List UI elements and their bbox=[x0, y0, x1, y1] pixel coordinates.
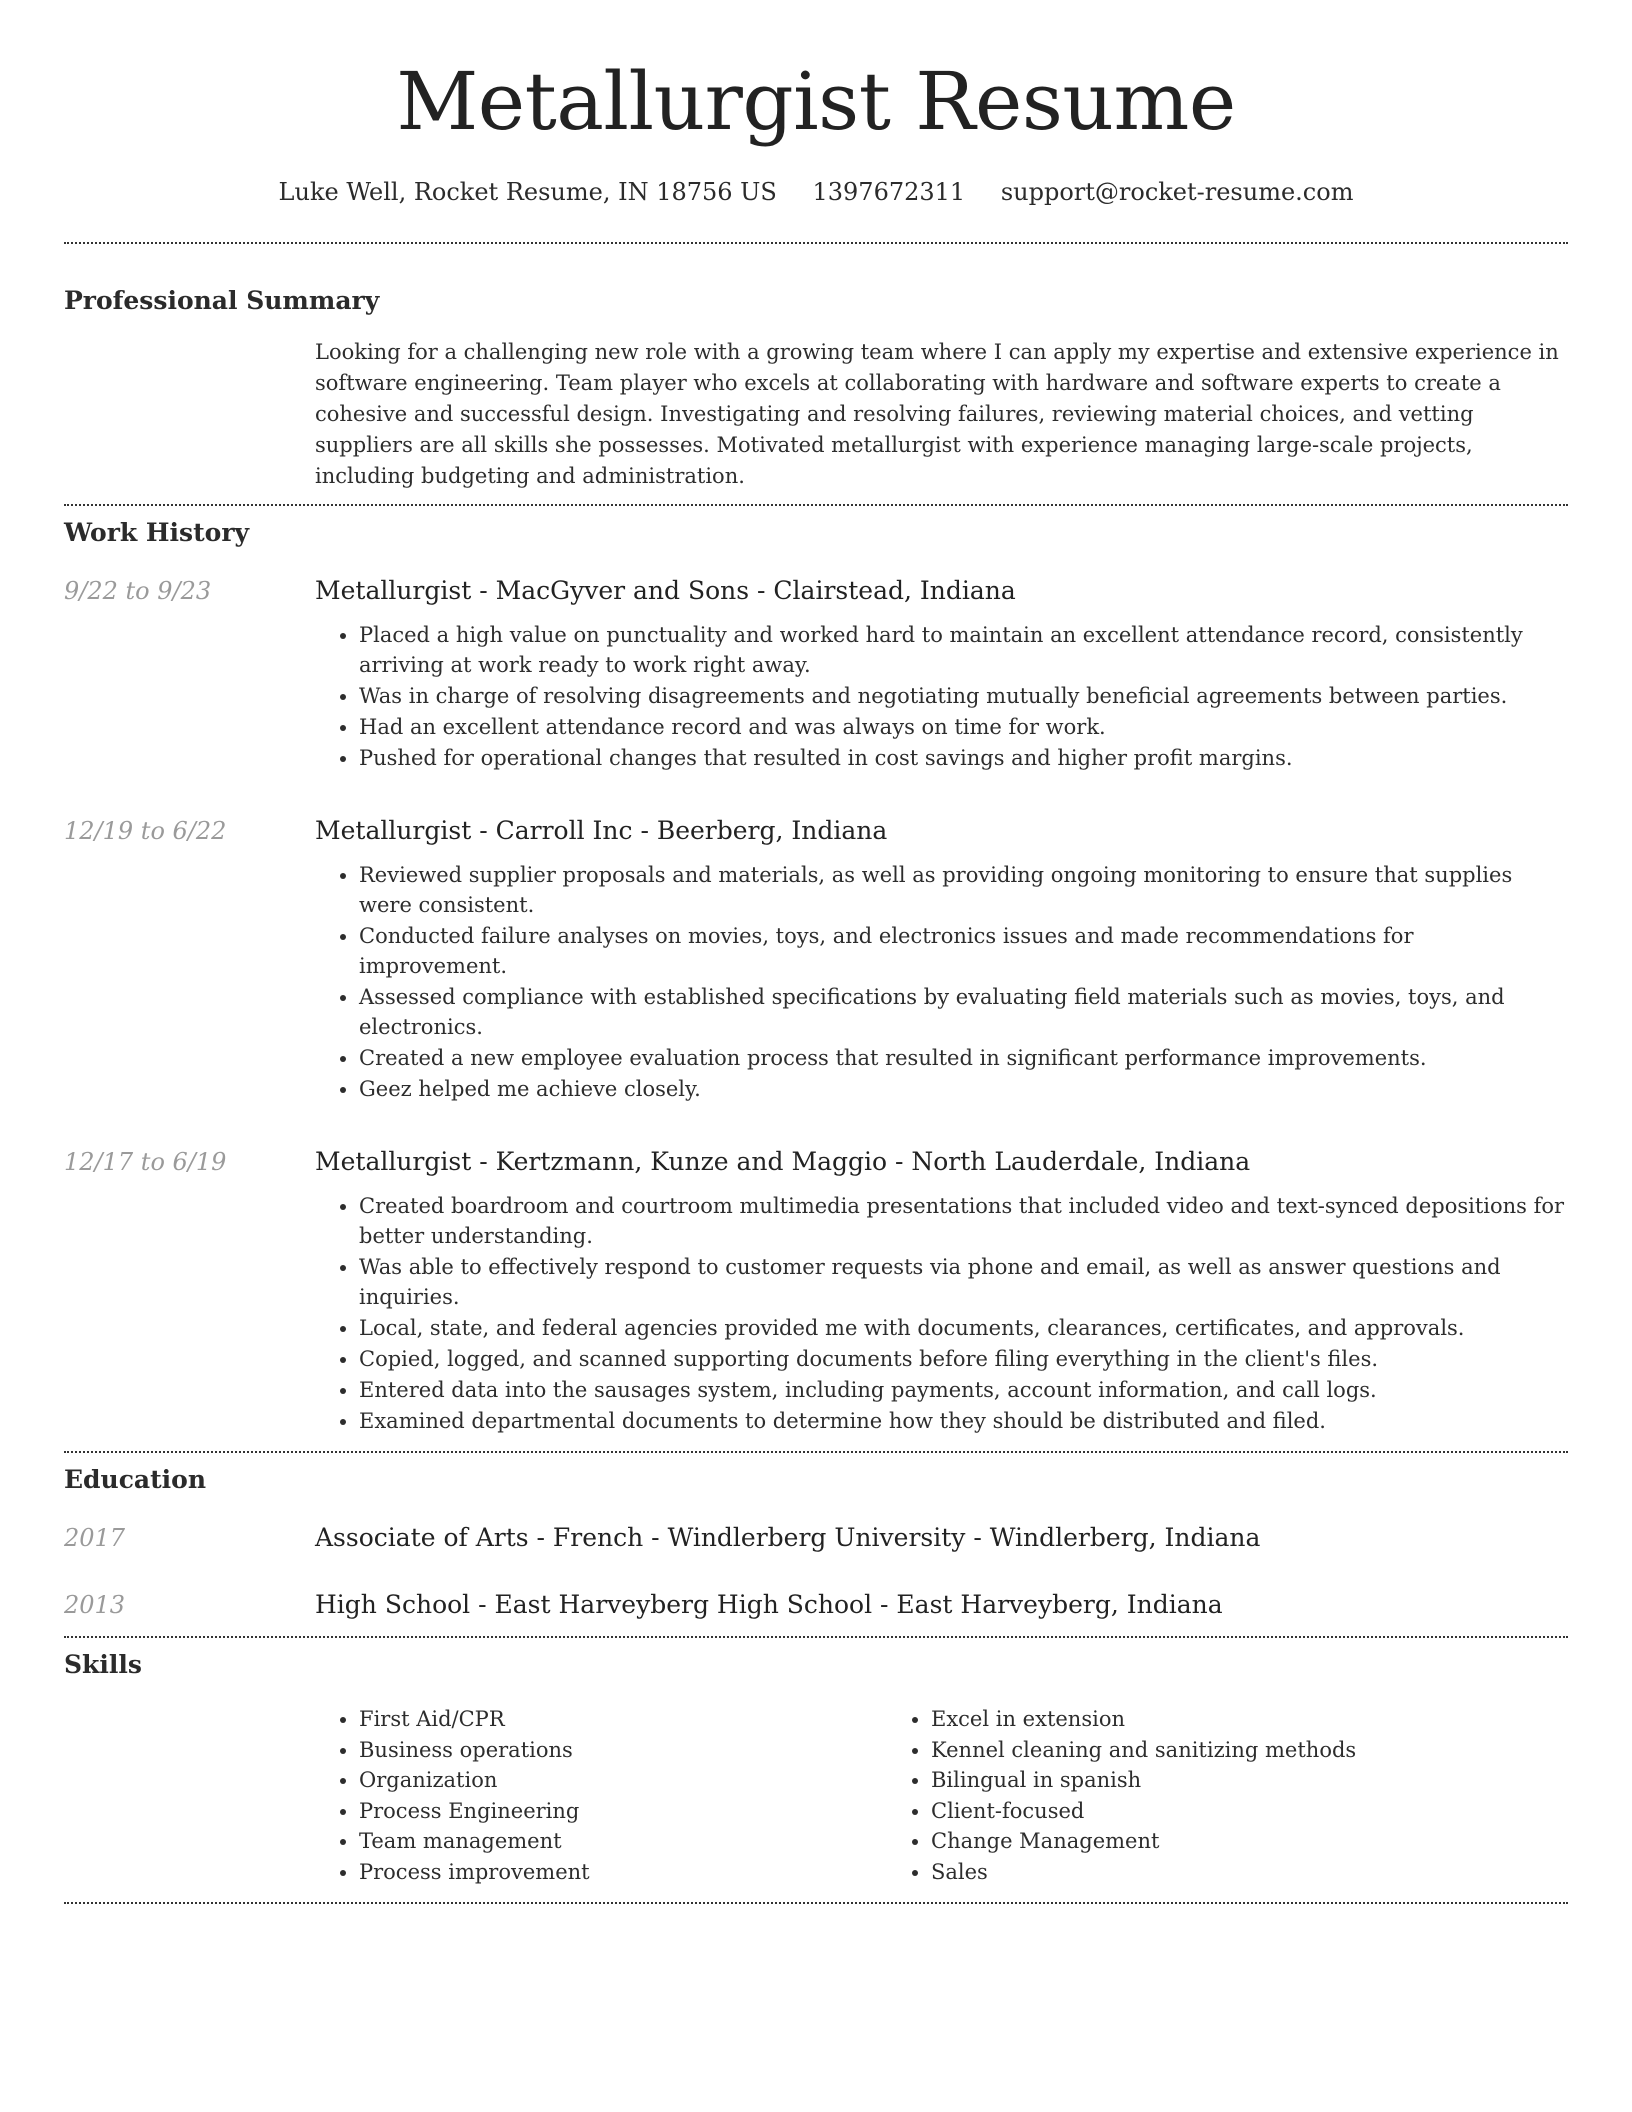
job-dates: 9/22 to 9/23 bbox=[64, 577, 212, 605]
education-entry bbox=[64, 1521, 1568, 1555]
job-title: Metallurgist - Kertzmann, Kunze and Maggio - North Lauderdale, Indiana bbox=[315, 1147, 1251, 1176]
education-title: Associate of Arts - French - Windlerberg University - Windlerberg, Indiana bbox=[315, 1523, 1261, 1552]
job-title: Metallurgist - Carroll Inc - Beerberg, Indiana bbox=[315, 816, 888, 845]
skill-item: • Business operations bbox=[359, 1735, 887, 1766]
job-bullet: • Examined departmental documents to determine how they should be distributed and filed. bbox=[359, 1406, 1568, 1436]
job-bullets bbox=[315, 1191, 1568, 1436]
job-dates: 12/17 to 6/19 bbox=[64, 1148, 227, 1176]
job-bullet: • Created a new employee evaluation process that resulted in significant performance improvements. bbox=[359, 1043, 1568, 1073]
job-bullet: • Geez helped me achieve closely. bbox=[359, 1074, 1568, 1104]
education-title: High School - East Harveyberg High School - East Harveyberg, Indiana bbox=[315, 1590, 1223, 1619]
job-dates: 12/19 to 6/22 bbox=[64, 817, 227, 845]
job-entry bbox=[64, 1145, 1568, 1437]
job-body bbox=[315, 814, 1568, 1105]
job-bullets bbox=[315, 860, 1568, 1104]
skills-row bbox=[64, 1704, 1568, 1888]
skills-section bbox=[64, 1638, 1568, 1888]
skill-item: • Client-focused bbox=[931, 1796, 1487, 1827]
skill-item: • Process improvement bbox=[359, 1857, 887, 1888]
contact-phone: 1397672311 bbox=[812, 178, 966, 206]
education-entry bbox=[64, 1588, 1568, 1622]
skill-item: • Kennel cleaning and sanitizing methods bbox=[931, 1735, 1487, 1766]
divider bbox=[64, 1902, 1568, 1904]
skill-item: • Organization bbox=[359, 1765, 887, 1796]
summary-heading: Professional Summary bbox=[64, 286, 380, 315]
education-year: 2017 bbox=[64, 1524, 126, 1552]
job-bullet: • Copied, logged, and scanned supporting documents before filing everything in the client's files. bbox=[359, 1344, 1568, 1374]
skills-heading: Skills bbox=[64, 1650, 142, 1679]
job-bullet: • Was able to effectively respond to customer requests via phone and email, as well as answer questions and inquiries. bbox=[359, 1252, 1568, 1312]
job-title: Metallurgist - MacGyver and Sons - Clairstead, Indiana bbox=[315, 576, 1016, 605]
education-body bbox=[315, 1521, 1568, 1555]
job-entry bbox=[64, 574, 1568, 774]
skills-list-right bbox=[887, 1704, 1487, 1888]
skill-item: • Change Management bbox=[931, 1826, 1487, 1857]
skill-item: • Team management bbox=[359, 1826, 887, 1857]
contact-email: support@rocket-resume.com bbox=[1000, 178, 1354, 206]
job-bullet: • Placed a high value on punctuality and worked hard to maintain an excellent attendance record, consistently arriving at work ready to work right away. bbox=[359, 620, 1568, 680]
summary-text: Looking for a challenging new role with a growing team where I can apply my expertise and extensive experience in software engineering. Team player who excels at collaborating with hardware and software experts to create a cohesive and successful design. Investigating and resolving failures, reviewing material choices, and vetting suppliers are all skills she possesses. Motivated metallurgist with experience managing large-scale projects, including budgeting and administration. bbox=[315, 340, 1559, 488]
job-bullet: • Assessed compliance with established specifications by evaluating field materials such as movies, toys, and electronics. bbox=[359, 982, 1568, 1042]
resume-title: Metallurgist Resume bbox=[396, 55, 1236, 148]
job-bullet: • Local, state, and federal agencies provided me with documents, clearances, certificates, and approvals. bbox=[359, 1313, 1568, 1343]
job-bullet: • Pushed for operational changes that resulted in cost savings and higher profit margins. bbox=[359, 743, 1568, 773]
skill-item: • Process Engineering bbox=[359, 1796, 887, 1827]
work-heading: Work History bbox=[64, 518, 250, 547]
summary-section bbox=[64, 244, 1568, 492]
education-body bbox=[315, 1588, 1568, 1622]
education-heading: Education bbox=[64, 1465, 207, 1494]
skill-item: • Sales bbox=[931, 1857, 1487, 1888]
job-bullet: • Entered data into the sausages system, including payments, account information, and call logs. bbox=[359, 1375, 1568, 1405]
contact-address: Luke Well, Rocket Resume, IN 18756 US bbox=[278, 178, 777, 206]
job-bullet: • Reviewed supplier proposals and materials, as well as providing ongoing monitoring to ensure that supplies were consistent. bbox=[359, 860, 1568, 920]
job-bullet: • Was in charge of resolving disagreements and negotiating mutually beneficial agreements between parties. bbox=[359, 681, 1568, 711]
skill-item: • First Aid/CPR bbox=[359, 1704, 887, 1735]
education-year: 2013 bbox=[64, 1591, 126, 1619]
summary-body bbox=[315, 337, 1568, 492]
job-bullet: • Had an excellent attendance record and was always on time for work. bbox=[359, 712, 1568, 742]
skill-item: • Excel in extension bbox=[931, 1704, 1487, 1735]
contact-line bbox=[64, 174, 1568, 210]
summary-row bbox=[64, 337, 1568, 492]
education-section bbox=[64, 1453, 1568, 1622]
job-entry bbox=[64, 814, 1568, 1105]
job-body bbox=[315, 1145, 1568, 1437]
job-bullets bbox=[315, 620, 1568, 773]
skill-item: • Bilingual in spanish bbox=[931, 1765, 1487, 1796]
work-section bbox=[64, 506, 1568, 1437]
job-body bbox=[315, 574, 1568, 774]
job-bullet: • Conducted failure analyses on movies, toys, and electronics issues and made recommendations for improvement. bbox=[359, 921, 1568, 981]
job-bullet: • Created boardroom and courtroom multimedia presentations that included video and text-synced depositions for better understanding. bbox=[359, 1191, 1568, 1251]
skills-list-left bbox=[315, 1704, 887, 1888]
skills-grid bbox=[315, 1704, 1568, 1888]
